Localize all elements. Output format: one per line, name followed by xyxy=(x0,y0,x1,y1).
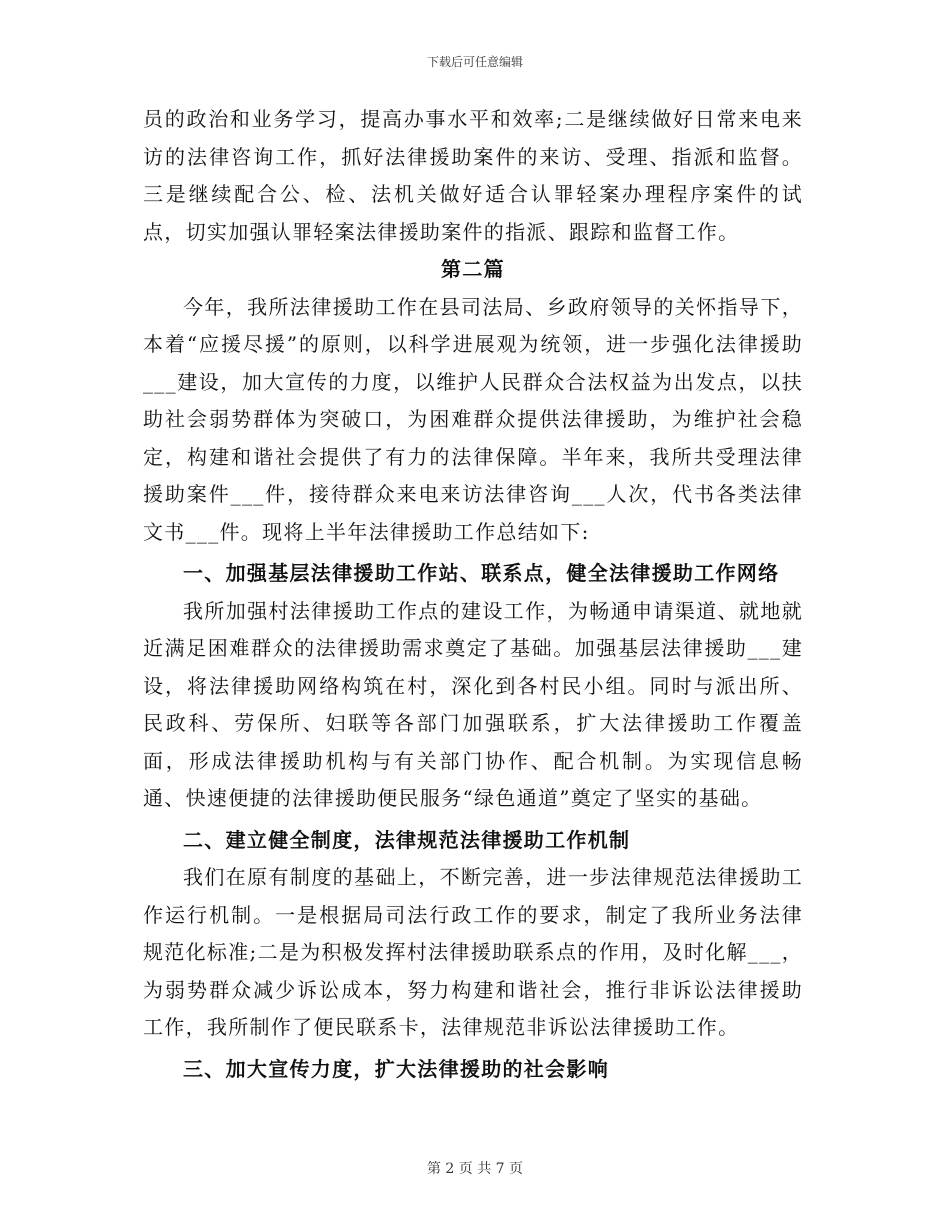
section-heading-1: 一、加强基层法律援助工作站、联系点，健全法律援助工作网络 xyxy=(183,561,780,585)
section-heading-3: 三、加大宣传力度，扩大法律援助的社会影响 xyxy=(183,1056,609,1081)
page-footer-number: 第 2 页 共 7 页 xyxy=(426,1161,524,1177)
paragraph-intro: 今年，我所法律援助工作在县司法局、乡政府领导的关怀指导下，本着“应援尽援”的原则，以科学进展观为统领，进一步强化法律援助___建设，加大宣传的力度，以维护人民群众合法权益为出发点，以扶助社会弱势群体为突破口，为困难群众提供法律援助，为维护社会稳定，构建和谐社会提供了有力的法律保障。半年来，我所共受理法律援助案件___件，接待群众来电来访法律咨询___人次，代书各类法律文书___件。现将上半年法律援助工作总结如下: xyxy=(143,294,803,544)
page-header-note: 下载后可任意编辑 xyxy=(426,55,523,69)
section-heading-2: 二、建立健全制度，法律规范法律援助工作机制 xyxy=(183,827,631,852)
paragraph-section-1: 我所加强村法律援助工作点的建设工作，为畅通申请渠道、就地就近满足困难群众的法律援助需求奠定了基础。加强基层法律援助___建设，将法律援助网络构筑在村，深化到各村民小组。同时与派出所、民政科、劳保所、妇联等各部门加强联系，扩大法律援助工作覆盖面，形成法律援助机构与有关部门协作、配合机制。为实现信息畅通、快速便捷的法律援助便民服务“绿色通道”奠定了坚实的基础。 xyxy=(143,598,803,810)
part-title: 第二篇 xyxy=(441,257,505,281)
paragraph-continuation: 员的政治和业务学习，提高办事水平和效率;二是继续做好日常来电来访的法律咨询工作，抓好法律援助案件的来访、受理、指派和监督。三是继续配合公、检、法机关做好适合认罪轻案办理程序案件的试点，切实加强认罪轻案法律援助案件的指派、跟踪和监督工作。 xyxy=(143,107,803,244)
paragraph-section-2: 我们在原有制度的基础上，不断完善，进一步法律规范法律援助工作运行机制。一是根据局司法行政工作的要求，制定了我所业务法律规范化标准;二是为积极发挥村法律援助联系点的作用，及时化解___，为弱势群众减少诉讼成本，努力构建和谐社会，推行非诉讼法律援助工作，我所制作了便民联系卡，法律规范非诉讼法律援助工作。 xyxy=(143,865,803,1039)
document-body xyxy=(143,101,803,1088)
